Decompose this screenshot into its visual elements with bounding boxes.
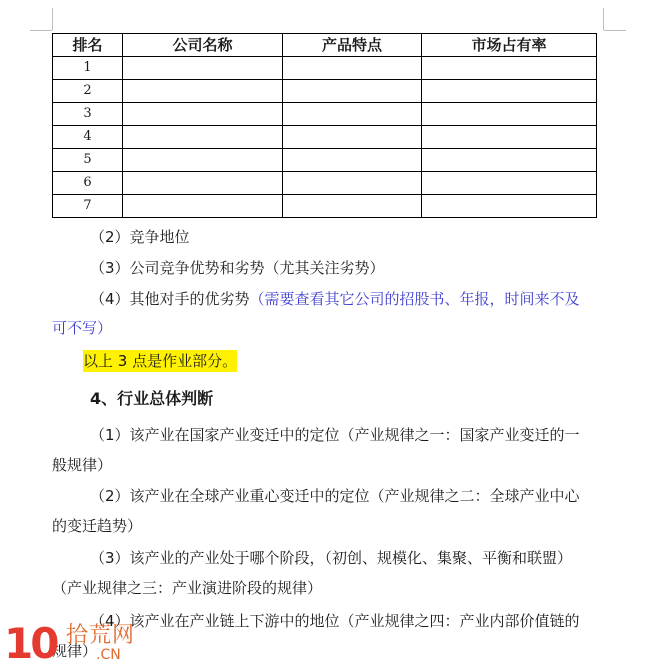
header-product-features: 产品特点 <box>283 34 422 57</box>
table-cell[interactable] <box>283 149 422 172</box>
paragraph-competition: （2）竞争地位 <box>90 228 190 246</box>
table-cell[interactable] <box>123 172 283 195</box>
logo-number: 10 <box>4 619 57 668</box>
rank-cell: 1 <box>53 57 123 80</box>
table-row <box>53 80 597 103</box>
table-row <box>53 126 597 149</box>
section-heading: 4、行业总体判断 <box>90 389 214 408</box>
table-row <box>53 57 597 80</box>
crop-mark <box>30 30 52 31</box>
table-cell[interactable] <box>283 80 422 103</box>
table-cell[interactable] <box>123 149 283 172</box>
paragraph-others <box>52 284 650 315</box>
paragraph-s4-l2: 规律） <box>52 642 98 660</box>
rank-cell: 6 <box>53 172 123 195</box>
paragraph-s2-l2: 的变迁趋势） <box>52 517 143 535</box>
header-company-name: 公司名称 <box>123 34 283 57</box>
paragraph-s1-l1: （1）该产业在国家产业变迁中的定位（产业规律之一：国家产业变迁的一 <box>90 426 580 444</box>
paragraph-others-cont: 可不写） <box>52 319 113 337</box>
table-cell[interactable] <box>283 172 422 195</box>
table-cell[interactable] <box>123 195 283 218</box>
logo-domain: .CN <box>96 647 121 663</box>
table-cell[interactable] <box>422 103 597 126</box>
watermark-logo <box>4 620 154 671</box>
table-row <box>53 149 597 172</box>
paragraph-s3-l2: （产业规律之三：产业演进阶段的规律） <box>52 579 323 597</box>
crop-mark <box>52 8 53 30</box>
logo-text: 拾荒网 <box>66 623 136 648</box>
table-cell[interactable] <box>422 172 597 195</box>
ranking-table <box>52 33 597 218</box>
table-cell[interactable] <box>283 103 422 126</box>
table-cell[interactable] <box>123 126 283 149</box>
paragraph-s4-l1: （4）该产业在产业链上下游中的地位（产业规律之四：产业内部价值链的 <box>90 612 580 630</box>
table-row <box>53 172 597 195</box>
table-cell[interactable] <box>123 57 283 80</box>
table-cell[interactable] <box>422 149 597 172</box>
paragraph-s3-l1: （3）该产业的产业处于哪个阶段，（初创、规模化、集聚、平衡和联盟） <box>90 549 573 567</box>
crop-mark <box>604 30 626 31</box>
rank-cell: 7 <box>53 195 123 218</box>
rank-cell: 3 <box>53 103 123 126</box>
table-cell[interactable] <box>422 57 597 80</box>
table-cell[interactable] <box>283 57 422 80</box>
crop-mark <box>603 8 604 30</box>
table-cell[interactable] <box>422 126 597 149</box>
table-row <box>53 103 597 126</box>
header-market-share: 市场占有率 <box>422 34 597 57</box>
homework-note <box>83 346 643 377</box>
rank-cell: 4 <box>53 126 123 149</box>
paragraph-s2-l1: （2）该产业在全球产业重心变迁中的定位（产业规律之二：全球产业中心 <box>90 487 580 505</box>
homework-highlight: 以上 3 点是作业部分。 <box>83 352 238 370</box>
table-row <box>53 195 597 218</box>
table-cell[interactable] <box>283 195 422 218</box>
header-rank: 排名 <box>53 34 123 57</box>
others-note: （需要查看其它公司的招股书、年报，时间来不及 <box>249 290 580 308</box>
others-lead: （4）其他对手的优劣势 <box>90 290 250 308</box>
table-header-row <box>53 34 597 57</box>
table-cell[interactable] <box>422 80 597 103</box>
paragraph-advantage: （3）公司竞争优势和劣势（尤其关注劣势） <box>90 259 385 277</box>
paragraph-s1-l2: 般规律） <box>52 456 113 474</box>
table-cell[interactable] <box>422 195 597 218</box>
rank-cell: 5 <box>53 149 123 172</box>
rank-cell: 2 <box>53 80 123 103</box>
table-cell[interactable] <box>123 103 283 126</box>
table-cell[interactable] <box>283 126 422 149</box>
table-cell[interactable] <box>123 80 283 103</box>
